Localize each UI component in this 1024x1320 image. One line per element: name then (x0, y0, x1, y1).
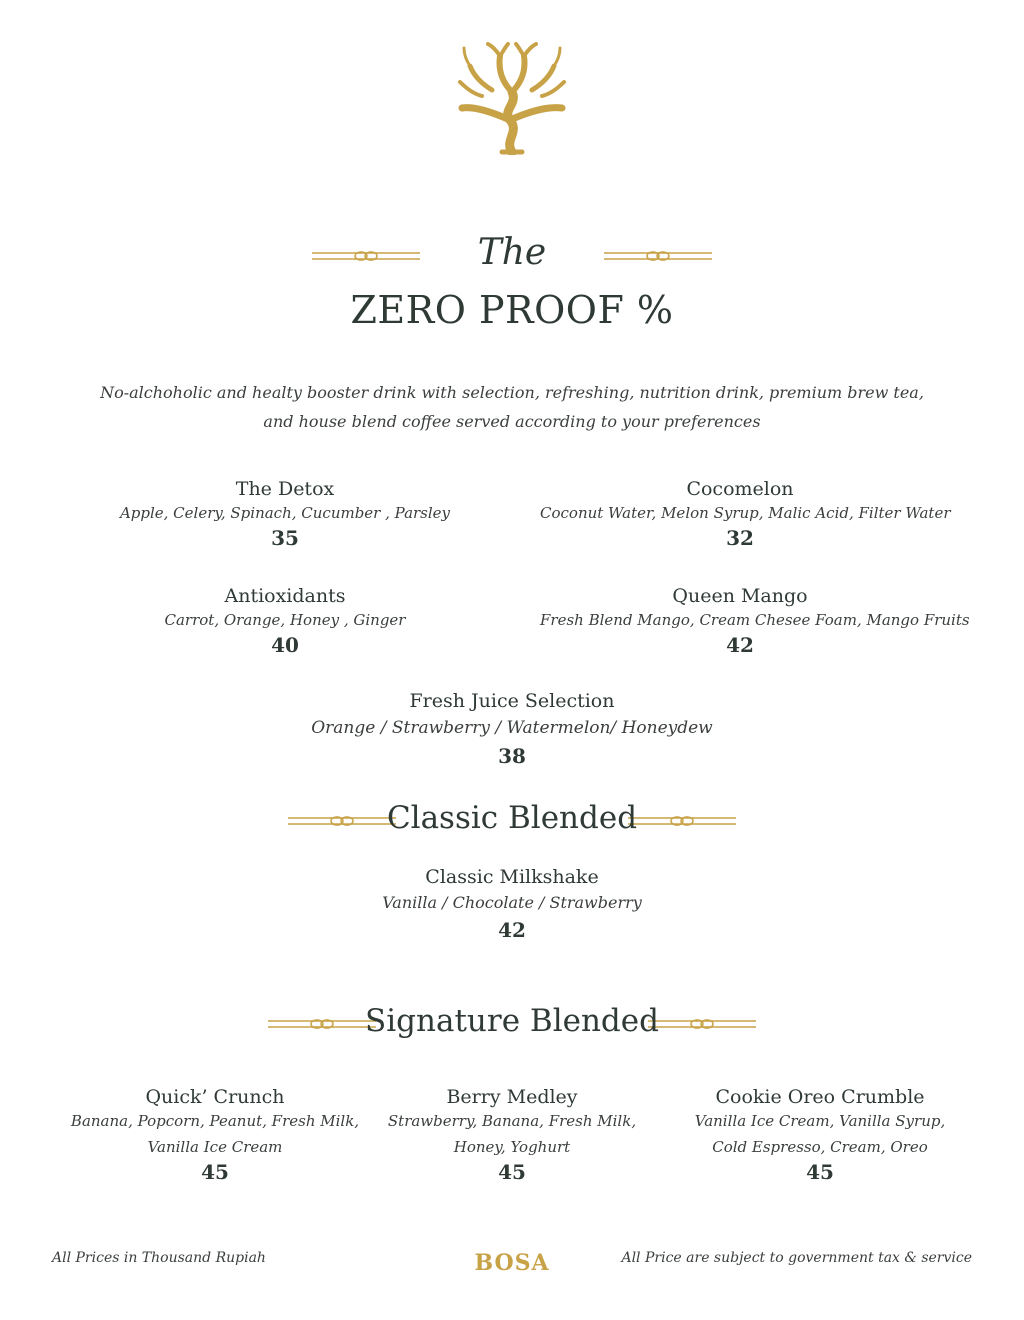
section-title-classic: Classic Blended (386, 800, 638, 836)
menu-item-queen-mango (540, 585, 970, 657)
item-description: Strawberry, Banana, Fresh Milk, (387, 1112, 637, 1130)
menu-item-detox (85, 478, 485, 550)
tree-icon (452, 40, 572, 155)
intro-line-1: No-alchoholic and healty booster drink with selection, refreshing, nutrition drink, premium brew tea, (100, 383, 924, 402)
item-price: 32 (726, 526, 754, 550)
menu-item-classic-milkshake (0, 866, 1024, 942)
item-description: Carrot, Orange, Honey , Ginger (164, 611, 406, 629)
menu-item-fresh-juice (0, 690, 1024, 768)
item-name: Cookie Oreo Crumble (715, 1086, 925, 1108)
item-name: Classic Milkshake (425, 866, 599, 888)
item-name: Fresh Juice Selection (409, 690, 615, 712)
item-description: Vanilla Ice Cream (147, 1138, 283, 1156)
item-price: 35 (271, 526, 299, 550)
brand-logo: BOSA (474, 1250, 550, 1276)
item-description: Vanilla / Chocolate / Strawberry (382, 893, 642, 912)
item-description: Cold Espresso, Cream, Oreo (712, 1138, 928, 1156)
item-name: Queen Mango (672, 585, 808, 607)
item-description: Orange / Strawberry / Watermelon/ Honeydew (311, 718, 713, 738)
item-price: 40 (271, 633, 299, 657)
footer-tax-note: All Price are subject to government tax & service (621, 1250, 972, 1266)
menu-item-cocomelon (540, 478, 951, 550)
page-title: ZERO PROOF % (350, 288, 674, 332)
item-name: Quick’ Crunch (145, 1086, 285, 1108)
item-name: Berry Medley (446, 1086, 578, 1108)
item-description: Coconut Water, Melon Syrup, Malic Acid, Filter Water (540, 504, 951, 522)
item-price: 45 (806, 1160, 834, 1184)
menu-item-antioxidants (85, 585, 485, 657)
footer-currency-note: All Prices in Thousand Rupiah (52, 1250, 266, 1266)
item-price: 42 (726, 633, 754, 657)
item-price: 42 (498, 918, 526, 942)
menu-item-berry-medley (362, 1086, 662, 1184)
intro-line-2: and house blend coffee served according to your preferences (263, 412, 761, 431)
item-price: 45 (498, 1160, 526, 1184)
title-prefix: The (477, 232, 547, 273)
item-price: 45 (201, 1160, 229, 1184)
item-description: Vanilla Ice Cream, Vanilla Syrup, (694, 1112, 946, 1130)
item-description: Banana, Popcorn, Peanut, Fresh Milk, (70, 1112, 360, 1130)
item-description: Honey, Yoghurt (453, 1138, 571, 1156)
item-name: Cocomelon (686, 478, 794, 500)
item-name: Antioxidants (224, 585, 346, 607)
item-name: The Detox (235, 478, 335, 500)
item-description: Apple, Celery, Spinach, Cucumber , Parsley (119, 504, 451, 522)
section-title-signature: Signature Blended (365, 1003, 659, 1039)
item-price: 38 (498, 744, 526, 768)
item-description: Fresh Blend Mango, Cream Chesee Foam, Mango Fruits (540, 611, 970, 629)
menu-item-cookie-oreo (670, 1086, 970, 1184)
menu-item-quick-crunch (65, 1086, 365, 1184)
